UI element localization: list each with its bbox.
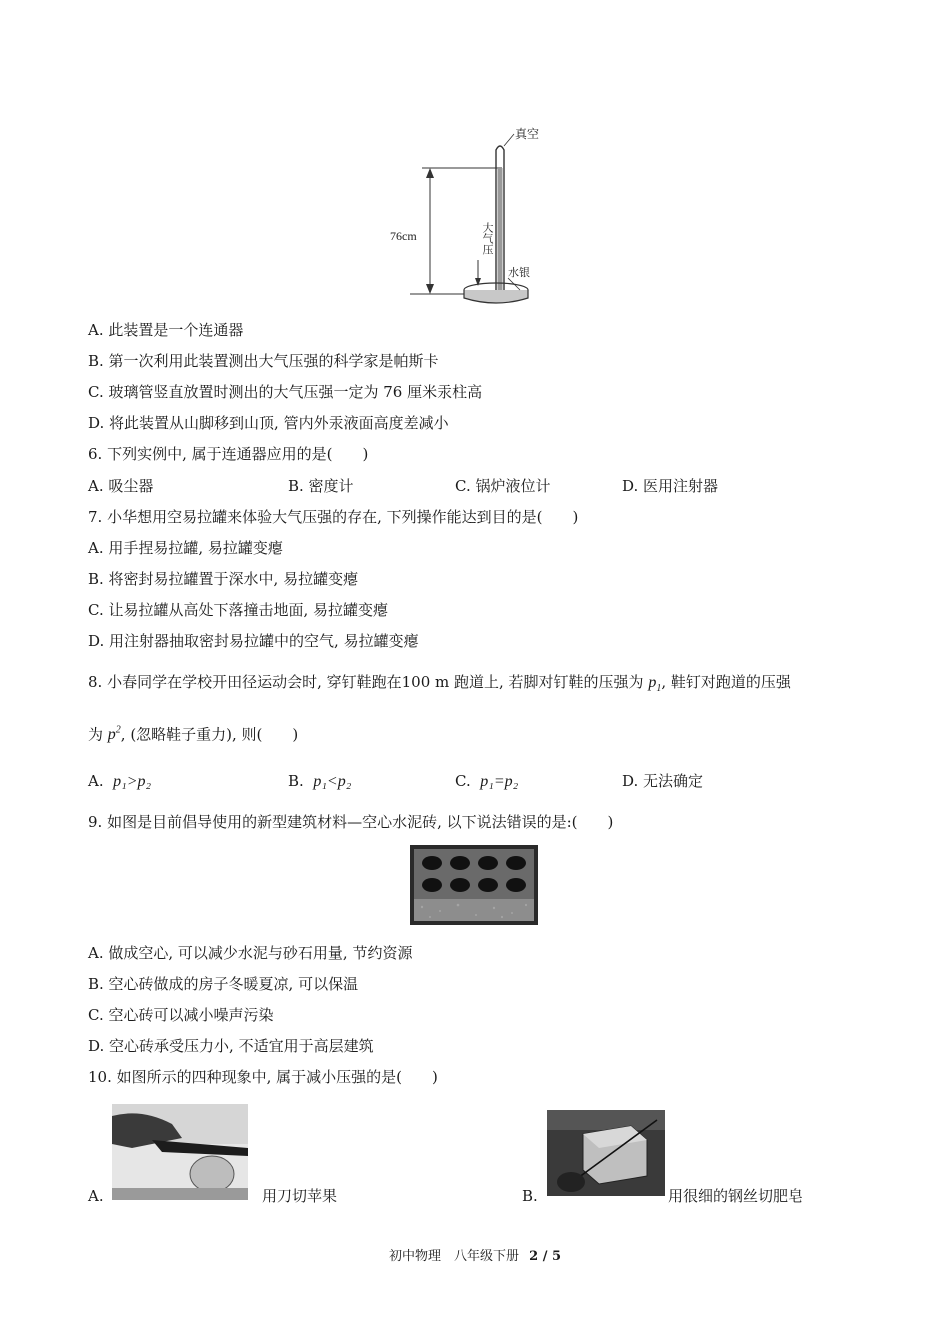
height-label: 76cm [390, 229, 417, 243]
q8-stem-part2: , 鞋钉对跑道的压强 [661, 673, 791, 691]
q10-option-b-label: B. [522, 1187, 538, 1205]
q9-option-c: C. 空心砖可以减小噪声污染 [88, 1006, 274, 1024]
q6-option-a: A. 吸尘器 [88, 477, 154, 495]
q5-option-b: B. 第一次利用此装置测出大气压强的科学家是帕斯卡 [88, 352, 439, 370]
q9-option-d: D. 空心砖承受压力小, 不适宜用于高层建筑 [88, 1037, 374, 1055]
q7-option-d: D. 用注射器抽取密封易拉罐中的空气, 易拉罐变瘪 [88, 632, 419, 650]
q7-stem: 7. 小华想用空易拉罐来体验大气压强的存在, 下列操作能达到目的是( ) [88, 508, 579, 526]
q8-option-c: C. p₁=p₂ [455, 772, 519, 790]
q5-option-c: C. 玻璃管竖直放置时测出的大气压强一定为 76 厘米汞柱高 [88, 383, 483, 401]
q8-stem-part1: 8. 小春同学在学校开田径运动会时, 穿钉鞋跑在100 m 跑道上, 若脚对钉鞋的压强为 [88, 673, 649, 691]
q6-option-b: B. 密度计 [288, 477, 354, 495]
barometer-figure [380, 120, 560, 305]
q10-stem: 10. 如图所示的四种现象中, 属于减小压强的是( ) [88, 1068, 438, 1086]
q6-option-d: D. 医用注射器 [622, 477, 719, 495]
wire-cutting-soap-image [547, 1110, 665, 1196]
q7-option-b: B. 将密封易拉罐置于深水中, 易拉罐变瘪 [88, 570, 359, 588]
q10-option-a-label: A. [88, 1187, 104, 1205]
vacuum-label: 真空 [515, 127, 540, 141]
q9-stem: 9. 如图是目前倡导使用的新型建筑材料—空心水泥砖, 以下说法错误的是:( ) [88, 813, 614, 831]
q9-option-a: A. 做成空心, 可以减少水泥与砂石用量, 节约资源 [88, 944, 413, 962]
q8-stem-line1 [88, 672, 791, 699]
q5-option-a: A. 此装置是一个连通器 [88, 321, 244, 339]
q10-option-a-caption: 用刀切苹果 [262, 1187, 338, 1205]
q9-option-b: B. 空心砖做成的房子冬暖夏凉, 可以保温 [88, 975, 359, 993]
q8-option-d: D. 无法确定 [622, 772, 704, 790]
q8-p2: $p^2$ [107, 725, 121, 744]
footer-text: 初中物理 八年级下册 [388, 1249, 519, 1264]
q5-option-d: D. 将此装置从山脚移到山顶, 管内外汞液面高度差减小 [88, 414, 449, 432]
mercury-label: 水银 [508, 266, 530, 279]
q8-option-a: A. p₁>p₂ [88, 772, 152, 790]
hollow-brick-image [410, 845, 538, 925]
q8-option-b: B. p₁<p₂ [288, 772, 352, 790]
q10-option-b-caption: 用很细的钢丝切肥皂 [668, 1187, 804, 1205]
page-footer [0, 1248, 950, 1266]
q7-option-c: C. 让易拉罐从高处下落撞击地面, 易拉罐变瘪 [88, 601, 389, 619]
q8-stem-line2: 为 $p^2$, (忽略鞋子重力), 则( ) [88, 725, 299, 744]
atmosphere-label: 大气压 [481, 222, 494, 255]
knife-cutting-apple-image [112, 1104, 248, 1200]
q6-stem: 6. 下列实例中, 属于连通器应用的是( ) [88, 445, 369, 463]
q6-option-c: C. 锅炉液位计 [455, 477, 551, 495]
q7-option-a: A. 用手捏易拉罐, 易拉罐变瘪 [88, 539, 283, 557]
q8-p1: $p_1$ [648, 674, 662, 695]
page-number: 2 / 5 [529, 1249, 562, 1264]
